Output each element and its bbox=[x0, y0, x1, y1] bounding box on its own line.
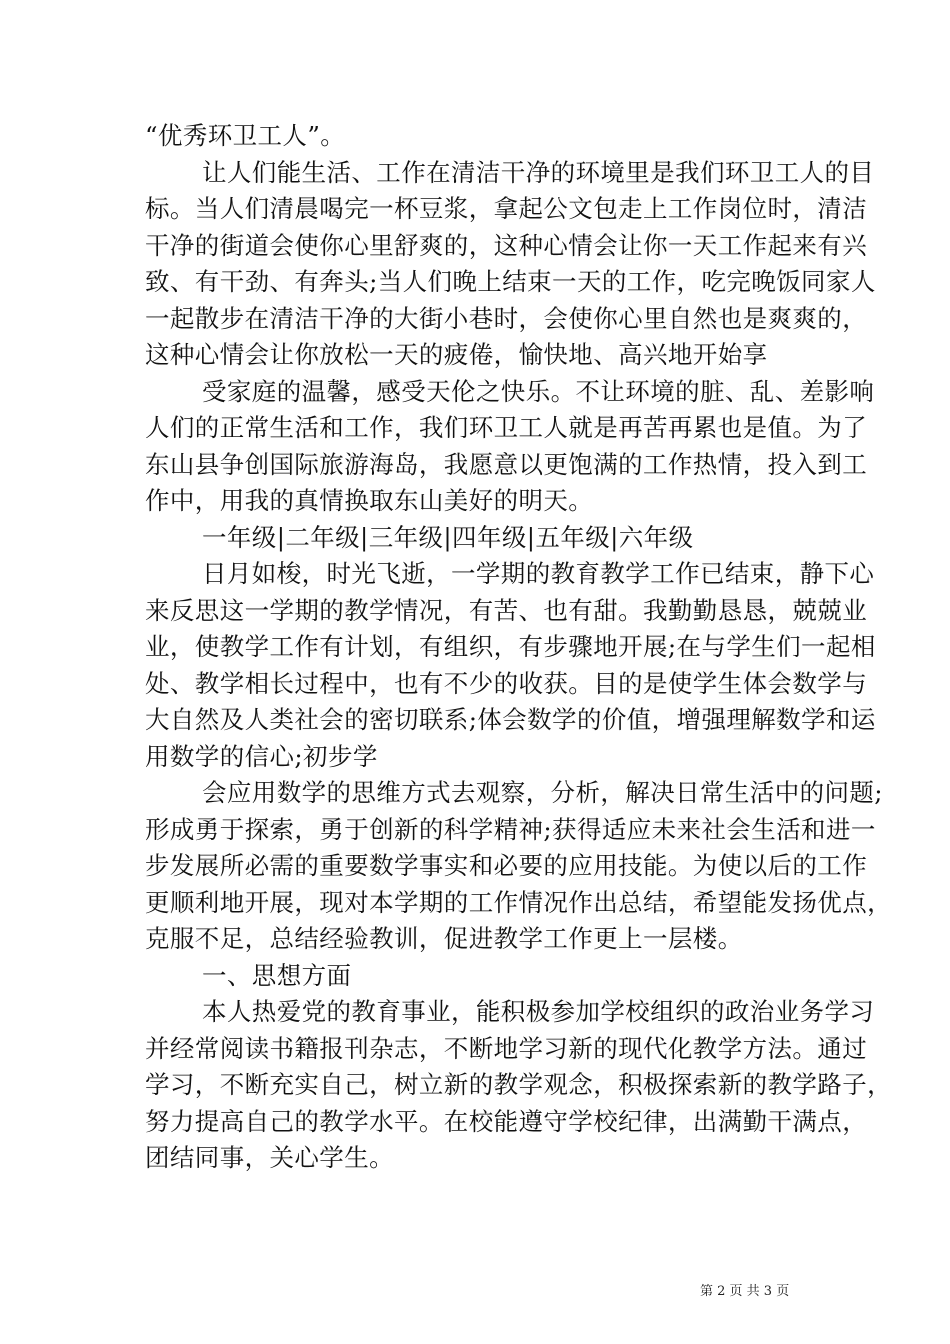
text-line: 用数学的信心;初步学 bbox=[145, 741, 378, 771]
text-line: 一起散步在清洁干净的大街小巷时，会使你心里自然也是爽爽的， bbox=[145, 303, 868, 333]
text-line: 形成勇于探索，勇于创新的科学精神;获得适应未来社会生活和进一 bbox=[145, 814, 876, 844]
document-body bbox=[145, 118, 892, 1177]
text-line: 这种心情会让你放松一天的疲倦，愉快地、高兴地开始享 bbox=[145, 340, 768, 369]
text-line: 干净的街道会使你心里舒爽的，这种心情会让你一天工作起来有兴 bbox=[145, 230, 868, 260]
text-line: “优秀环卫工人”。 bbox=[145, 121, 346, 150]
page-number: 第 2 页 共 3 页 bbox=[700, 1284, 790, 1299]
text-line: 努力提高自己的教学水平。在校能遵守学校纪律，出满勤干满点， bbox=[145, 1106, 868, 1136]
text-line: 大自然及人类社会的密切联系;体会数学的价值，增强理解数学和运 bbox=[145, 705, 876, 734]
text-line: 会应用数学的思维方式去观察，分析，解决日常生活中的问题; bbox=[202, 778, 883, 807]
text-line: 人们的正常生活和工作，我们环卫工人就是再苦再累也是值。为了 bbox=[145, 413, 868, 442]
text-line: 本人热爱党的教育事业，能积极参加学校组织的政治业务学习 bbox=[202, 997, 875, 1026]
text-line: 团结同事，关心学生。 bbox=[145, 1143, 394, 1172]
text-line: 克服不足，总结经验教训，促进教学工作更上一层楼。 bbox=[145, 924, 743, 953]
text-line: 一年级|二年级|三年级|四年级|五年级|六年级 bbox=[202, 522, 694, 552]
text-line: 处、教学相长过程中，也有不少的收获。目的是使学生体会数学与 bbox=[145, 668, 868, 698]
text-line: 业，使教学工作有计划，有组织，有步骤地开展;在与学生们一起相 bbox=[145, 632, 876, 661]
text-line: 步发展所必需的重要数学事实和必要的应用技能。为使以后的工作 bbox=[145, 851, 868, 880]
text-line: 东山县争创国际旅游海岛，我愿意以更饱满的工作热情，投入到工 bbox=[145, 449, 868, 479]
text-line: 受家庭的温馨，感受天伦之快乐。不让环境的脏、乱、差影响 bbox=[202, 376, 875, 406]
text-line: 致、有干劲、有奔头;当人们晚上结束一天的工作，吃完晚饭同家人 bbox=[145, 267, 876, 296]
text-line: 更顺利地开展，现对本学期的工作情况作出总结，希望能发扬优点， bbox=[145, 887, 892, 917]
text-line: 来反思这一学期的教学情况，有苦、也有甜。我勤勤恳恳，兢兢业 bbox=[145, 595, 868, 625]
text-line: 标。当人们清晨喝完一杯豆浆，拿起公文包走上工作岗位时，清洁 bbox=[145, 194, 868, 223]
text-line: 一、思想方面 bbox=[202, 960, 352, 990]
text-line: 学习，不断充实自己，树立新的教学观念，积极探索新的教学路子， bbox=[145, 1070, 892, 1099]
text-line: 让人们能生活、工作在清洁干净的环境里是我们环卫工人的目 bbox=[202, 157, 875, 187]
text-line: 并经常阅读书籍报刊杂志，不断地学习新的现代化教学方法。通过 bbox=[145, 1033, 868, 1063]
text-line: 日月如梭，时光飞逝，一学期的教育教学工作已结束，静下心 bbox=[202, 559, 875, 588]
text-line: 作中，用我的真情换取东山美好的明天。 bbox=[145, 486, 594, 515]
